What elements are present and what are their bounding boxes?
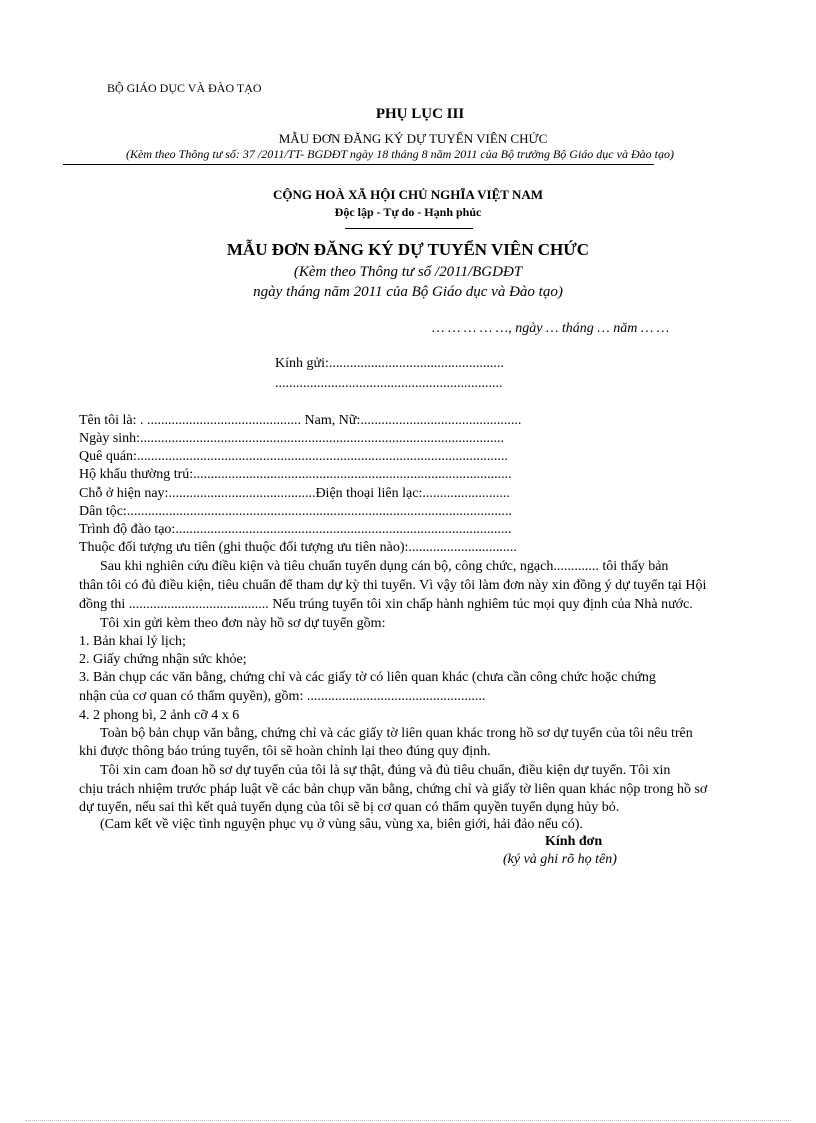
list-item-4: 4. 2 phong bì, 2 ảnh cỡ 4 x 6 bbox=[79, 708, 240, 723]
paragraph-1-line-1: Sau khi nghiên cứu điều kiện và tiêu chuẩn tuyển dụng cán bộ, công chức, ngạch............. tôi thấy bản bbox=[100, 559, 669, 574]
field-residence: Hộ khẩu thường trú:........................................................................................... bbox=[79, 467, 512, 482]
paragraph-3-line-2: khi được thông báo trúng tuyển, tôi sẽ hoàn chỉnh lại theo đúng quy định. bbox=[79, 744, 491, 759]
paragraph-4-line-3: dự tuyển, nếu sai thì kết quả tuyển dụng của tôi sẽ bị cơ quan có thẩm quyền tuyển dụng hủy bỏ. bbox=[79, 800, 620, 815]
paragraph-1-line-2: thân tôi có đủ điều kiện, tiêu chuẩn để tham dự kỳ thi tuyển. Vì vậy tôi làm đơn này xin đồng ý dự tuyển tại Hội bbox=[79, 578, 707, 593]
field-hometown: Quê quán:.......................................................................................................... bbox=[79, 449, 508, 464]
paragraph-2: Tôi xin gửi kèm theo đơn này hồ sơ dự tuyển gồm: bbox=[100, 616, 386, 631]
signature-note: (ký và ghi rõ họ tên) bbox=[503, 852, 617, 867]
paragraph-1-line-3: đồng thi ........................................ Nếu trúng tuyển tôi xin chấp hành nghiêm túc mọi quy định của Nhà nước. bbox=[79, 597, 693, 612]
motto-underline bbox=[345, 228, 473, 229]
date-line: … … … … …, ngày … tháng … năm … … bbox=[432, 321, 670, 336]
field-priority: Thuộc đối tượng ưu tiên (ghi thuộc đối tượng ưu tiên nào):............................... bbox=[79, 540, 517, 555]
appendix-title: PHỤ LỤC III bbox=[375, 106, 465, 122]
recipient-line-1: Kính gửi:.................................................. bbox=[275, 356, 504, 371]
list-item-3-line-1: 3. Bản chụp các văn bằng, chứng chỉ và các giấy tờ có liên quan khác (chưa cần công chức hoặc chứng bbox=[79, 670, 656, 685]
page-bottom-edge bbox=[25, 1120, 791, 1121]
recipient-line-2: ................................................................. bbox=[275, 376, 503, 391]
field-current-address-phone: Chỗ ở hiện nay:..........................................Điện thoại liên lạc:......................... bbox=[79, 486, 510, 501]
ministry-name: BỘ GIÁO DỤC VÀ ĐÀO TẠO bbox=[107, 81, 262, 95]
national-motto: Độc lập - Tự do - Hạnh phúc bbox=[334, 205, 482, 219]
appendix-subtitle: MẪU ĐƠN ĐĂNG KÝ DỰ TUYỂN VIÊN CHỨC bbox=[278, 131, 548, 146]
paragraph-4-line-2: chịu trách nhiệm trước pháp luật về các bản chụp văn bằng, chứng chỉ và giấy tờ liên quan khác nộp trong hồ sơ bbox=[79, 782, 708, 797]
field-ethnicity: Dân tộc:.............................................................................................................. bbox=[79, 504, 512, 519]
form-title: MẪU ĐƠN ĐĂNG KÝ DỰ TUYỂN VIÊN CHỨC bbox=[226, 240, 590, 259]
paragraph-3-line-1: Toàn bộ bản chụp văn bằng, chứng chỉ và các giấy tờ liên quan khác trong hồ sơ dự tuyển của tôi nêu trên bbox=[100, 726, 693, 741]
paragraph-5: (Cam kết về việc tình nguyện phục vụ ở vùng sâu, vùng xa, biên giới, hải đảo nếu có). bbox=[100, 817, 583, 832]
form-reference-line-2: ngày tháng năm 2011 của Bộ Giáo dục và Đào tạo) bbox=[253, 284, 563, 300]
appendix-reference: (Kèm theo Thông tư số: 37 /2011/TT- BGDĐT ngày 18 tháng 8 năm 2011 của Bộ trưởng Bộ Giáo dục và Đào tạo) bbox=[126, 147, 674, 161]
signature-title: Kính đơn bbox=[545, 834, 603, 849]
header-divider bbox=[63, 164, 654, 165]
field-name-gender: Tên tôi là: . ............................................ Nam, Nữ:.............................................. bbox=[79, 413, 522, 428]
field-birthdate: Ngày sinh:........................................................................................................ bbox=[79, 431, 505, 446]
country-name: CỘNG HOÀ XÃ HỘI CHỦ NGHĨA VIỆT NAM bbox=[272, 187, 544, 202]
list-item-3-line-2: nhận của cơ quan có thẩm quyền), gồm: ................................................... bbox=[79, 689, 486, 704]
field-education: Trình độ đào tạo:................................................................................................ bbox=[79, 522, 512, 537]
paragraph-4-line-1: Tôi xin cam đoan hồ sơ dự tuyển của tôi là sự thật, đúng và đủ tiêu chuẩn, điều kiện dự tuyển. Tôi xin bbox=[100, 763, 671, 778]
list-item-2: 2. Giấy chứng nhận sức khỏe; bbox=[79, 652, 247, 667]
form-reference-line-1: (Kèm theo Thông tư số /2011/BGDĐT bbox=[293, 264, 523, 280]
list-item-1: 1. Bản khai lý lịch; bbox=[79, 634, 186, 649]
